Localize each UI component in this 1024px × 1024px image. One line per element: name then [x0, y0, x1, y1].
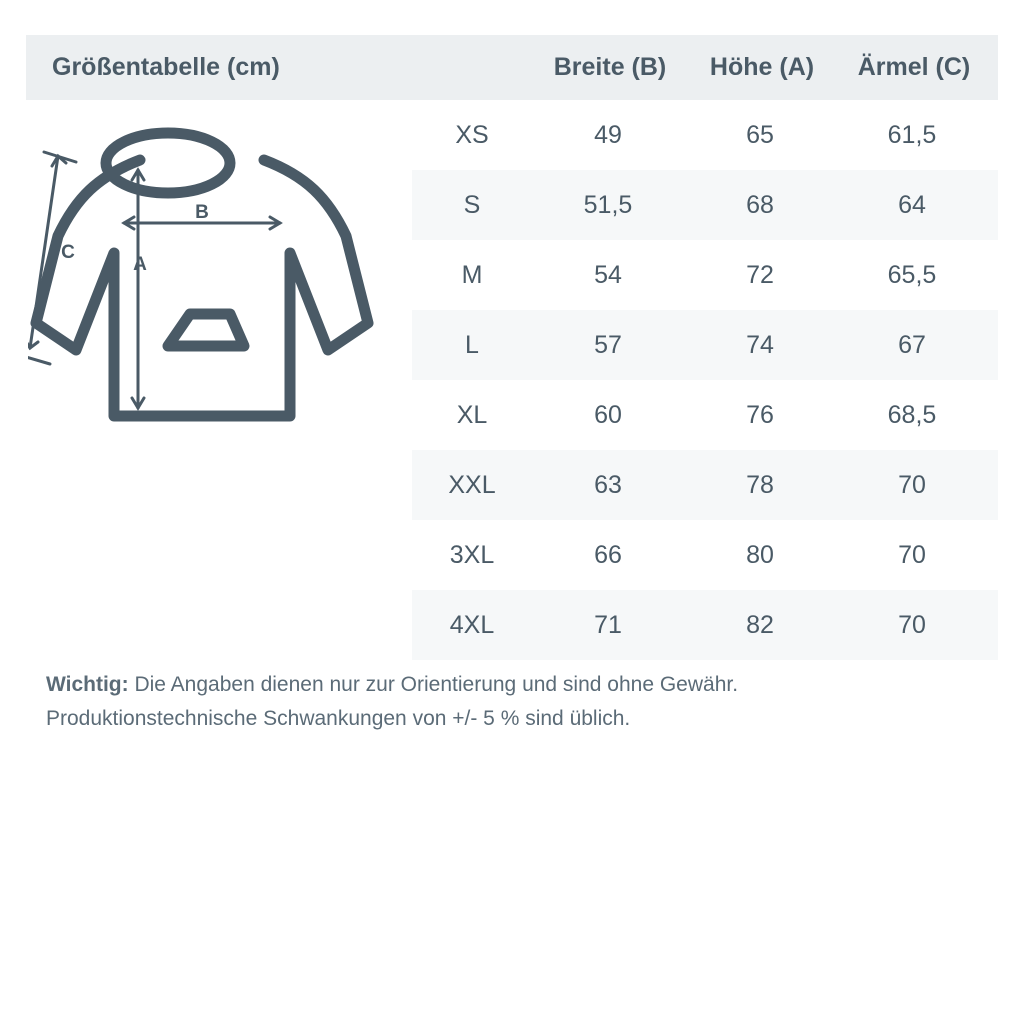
cell-aermel: 64 [898, 190, 926, 219]
table-row [412, 450, 998, 520]
column-header-breite: Breite (B) [553, 53, 667, 81]
cell-breite: 54 [594, 260, 622, 289]
cell-hoehe: 65 [746, 120, 774, 149]
cell-aermel: 70 [898, 470, 926, 499]
cell-size: 4XL [449, 610, 495, 639]
table-row [412, 310, 998, 380]
cell-hoehe: 72 [746, 260, 774, 289]
table-row [412, 170, 998, 240]
label-c: C [61, 242, 75, 263]
cell-size: M [461, 260, 483, 289]
cell-hoehe: 68 [746, 190, 774, 219]
disclaimer-note [46, 668, 986, 736]
cell-breite: 63 [594, 470, 622, 499]
size-table [412, 100, 998, 660]
cell-size: XL [456, 400, 488, 429]
cell-breite: 57 [594, 330, 622, 359]
cell-hoehe: 74 [746, 330, 774, 359]
cell-breite: 49 [594, 120, 622, 149]
disclaimer-line-2: Produktionstechnische Schwankungen von +/- 5 % sind üblich. [46, 707, 631, 730]
cell-hoehe: 82 [746, 610, 774, 639]
table-row [412, 380, 998, 450]
label-a: A [133, 254, 147, 275]
cell-breite: 71 [594, 610, 622, 639]
label-b: B [195, 202, 209, 223]
header-columns [414, 35, 998, 100]
table-row [412, 520, 998, 590]
cell-breite: 60 [594, 400, 622, 429]
cell-aermel: 70 [898, 610, 926, 639]
cell-size: XXL [448, 470, 496, 499]
disclaimer-lead: Wichtig: [46, 673, 129, 696]
cell-hoehe: 78 [746, 470, 774, 499]
cell-aermel: 61,5 [887, 120, 937, 149]
cell-hoehe: 76 [746, 400, 774, 429]
cell-size: S [463, 190, 481, 219]
cell-aermel: 67 [898, 330, 926, 359]
cell-aermel: 70 [898, 540, 926, 569]
cell-size: 3XL [449, 540, 495, 569]
disclaimer-line-1: Die Angaben dienen nur zur Orientierung und sind ohne Gewähr. [128, 673, 739, 696]
cell-breite: 51,5 [583, 190, 633, 219]
table-row [412, 590, 998, 660]
table-row [412, 240, 998, 310]
page-title: Größentabelle (cm) [52, 53, 280, 81]
column-header-aermel: Ärmel (C) [857, 53, 971, 81]
column-header-hoehe: Höhe (A) [709, 53, 815, 81]
cell-breite: 66 [594, 540, 622, 569]
cell-hoehe: 80 [746, 540, 774, 569]
hoodie-illustration [28, 118, 408, 458]
table-row [412, 100, 998, 170]
cell-aermel: 68,5 [887, 400, 937, 429]
cell-size: XS [455, 120, 489, 149]
cell-size: L [465, 330, 479, 359]
table-header [26, 35, 998, 100]
cell-aermel: 65,5 [887, 260, 937, 289]
